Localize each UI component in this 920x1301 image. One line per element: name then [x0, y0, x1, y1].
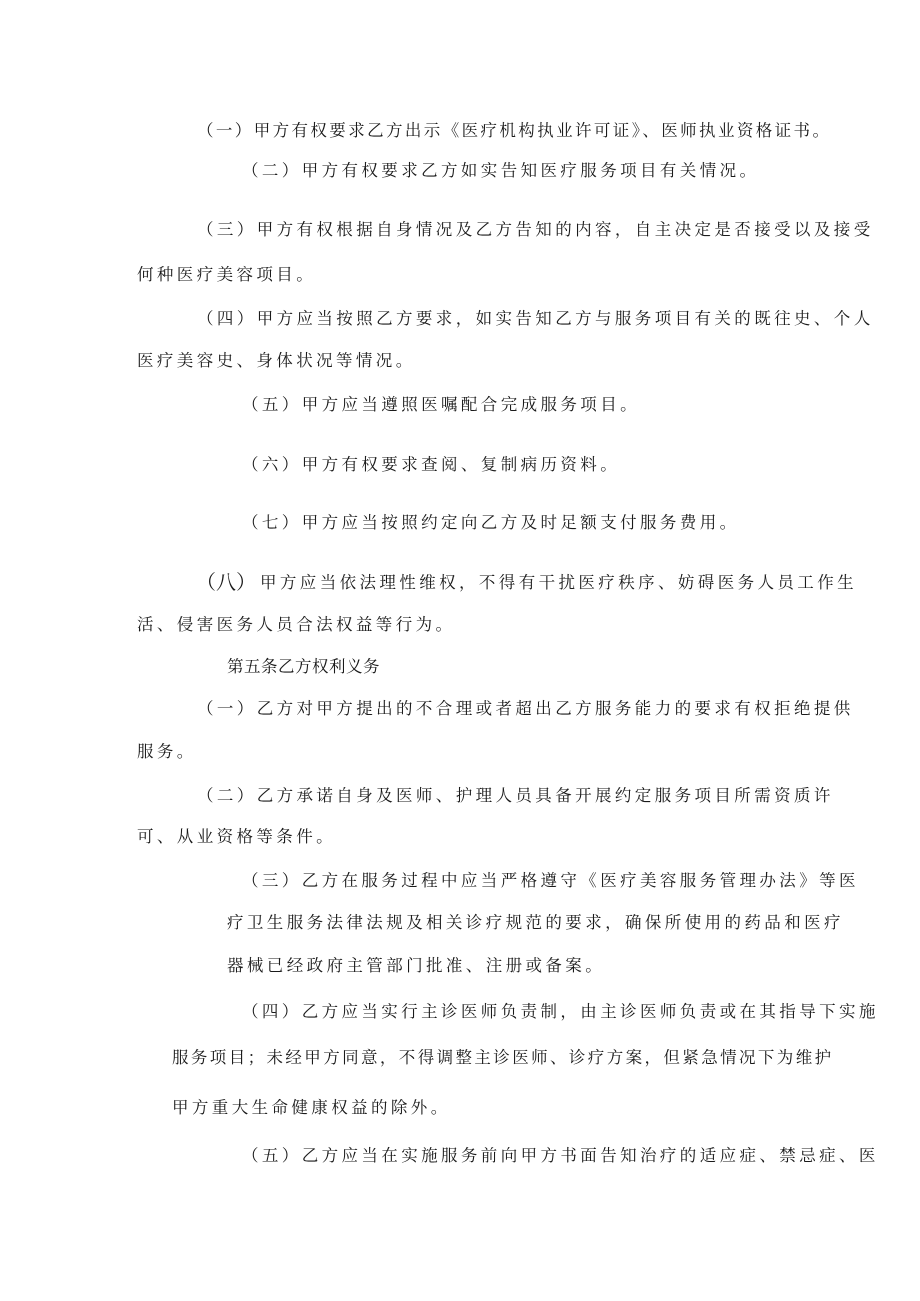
clause-b-1-line2: 服务。 [137, 742, 197, 761]
clause-b-5-line1: （五）乙方应当在实施服务前向甲方书面告知治疗的适应症、禁忌症、医 [242, 1146, 879, 1165]
clause-b-2-line1: （二）乙方承诺自身及医师、护理人员具备开展约定服务项目所需资质许 [197, 786, 834, 805]
clause-a-3-line2: 何种医疗美容项目。 [137, 265, 317, 284]
clause-a-8-line1: 甲方应当依法理性维权，不得有干扰医疗秩序、妨碍医务人员工作生 [260, 573, 857, 592]
clause-a-8-number: （八） [196, 570, 256, 594]
clause-b-1-line1: （一）乙方对甲方提出的不合理或者超出乙方服务能力的要求有权拒绝提供 [197, 699, 854, 718]
clause-a-1: （一）甲方有权要求乙方出示《医疗机构执业许可证》、医师执业资格证书。 [197, 121, 832, 140]
clause-b-3-line1: （三）乙方在服务过程中应当严格遵守《医疗美容服务管理办法》等医 [242, 871, 859, 890]
clause-a-4-line2: 医疗美容史、身体状况等情况。 [137, 351, 416, 370]
clause-a-5: （五）甲方应当遵照医嘱配合完成服务项目。 [242, 395, 640, 414]
clause-a-8-line2: 活、侵害医务人员合法权益等行为。 [137, 615, 456, 634]
clause-b-2-line2: 可、从业资格等条件。 [137, 827, 336, 846]
clause-a-6: （六）甲方有权要求查阅、复制病历资料。 [242, 455, 621, 474]
clause-b-4-line3: 甲方重大生命健康权益的除外。 [172, 1098, 451, 1117]
clause-b-4-line2: 服务项目；未经甲方同意，不得调整主诊医师、诊疗方案，但紧急情况下为维护 [172, 1048, 834, 1067]
article-5-heading: 第五条乙方权利义务 [227, 657, 380, 676]
clause-a-4-line1: （四）甲方应当按照乙方要求，如实告知乙方与服务项目有关的既往史、个人 [197, 309, 874, 328]
clause-b-3-line2: 疗卫生服务法律法规及相关诊疗规范的要求，确保所使用的药品和医疗 [227, 913, 844, 932]
clause-a-2: （二）甲方有权要求乙方如实告知医疗服务项目有关情况。 [242, 161, 760, 180]
clause-b-3-line3: 器械已经政府主管部门批准、注册或备案。 [227, 956, 606, 975]
clause-b-4-line1: （四）乙方应当实行主诊医师负责制，由主诊医师负责或在其指导下实施 [242, 1002, 879, 1021]
clause-a-7: （七）甲方应当按照约定向乙方及时足额支付服务费用。 [242, 513, 740, 532]
clause-a-3-line1: （三）甲方有权根据自身情况及乙方告知的内容，自主决定是否接受以及接受 [197, 220, 874, 239]
